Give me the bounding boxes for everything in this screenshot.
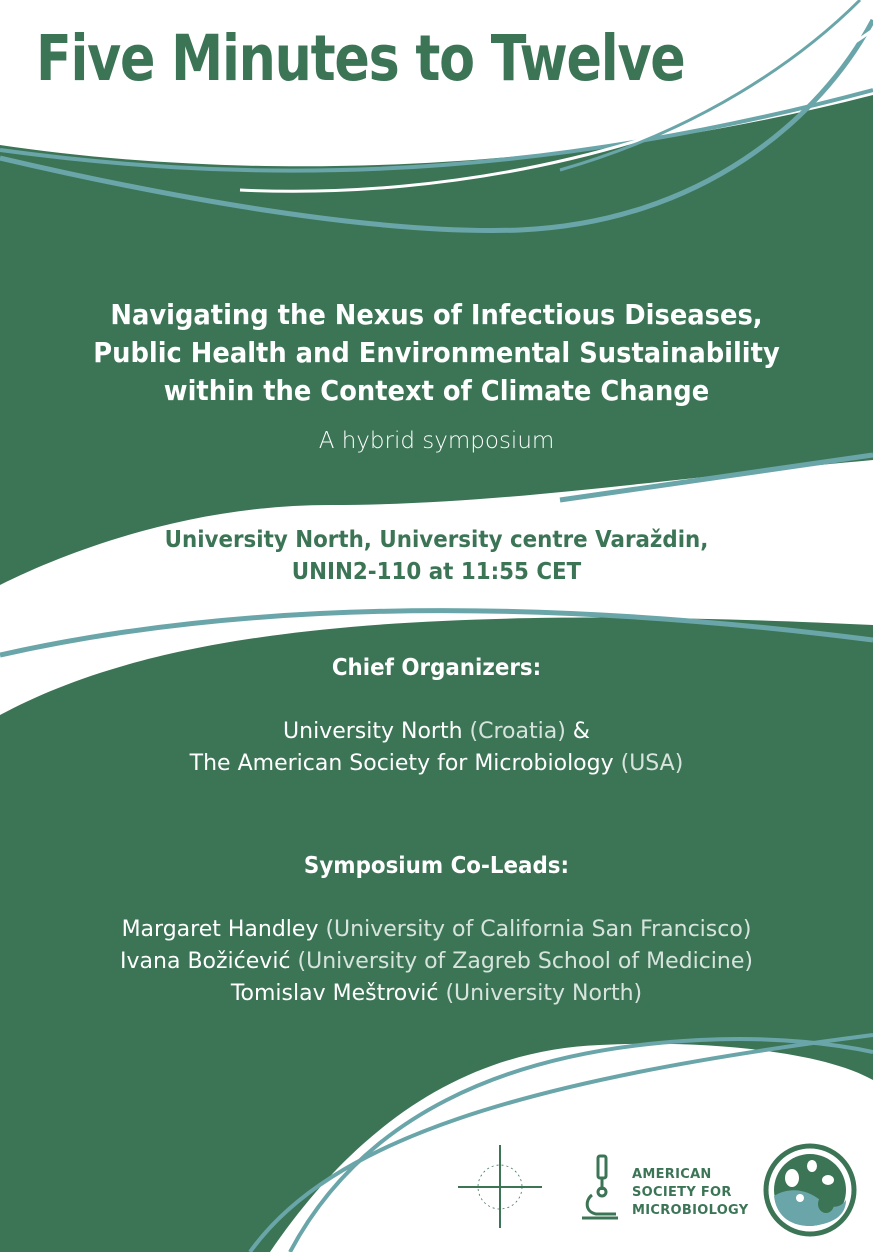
colead-name: Margaret Handley bbox=[121, 917, 319, 942]
colead-name: Ivana Božićević bbox=[120, 949, 291, 974]
petri-dish-logo bbox=[766, 1146, 854, 1234]
organizers-heading: Chief Organizers: bbox=[331, 655, 542, 681]
headline-line-3: within the Context of Climate Change bbox=[163, 374, 710, 407]
asm-logo-text bbox=[632, 1166, 748, 1220]
university-north-cross-logo bbox=[458, 1145, 542, 1228]
microscope-logo bbox=[582, 1156, 618, 1218]
colead-affiliation: (University of Zagreb School of Medicine) bbox=[297, 949, 753, 974]
organizer-name: University North bbox=[283, 719, 463, 744]
colead-affiliation: (University of California San Francisco) bbox=[325, 917, 752, 942]
organizer-name: The American Society for Microbiology bbox=[189, 751, 614, 776]
venue-line-1: University North, University centre Varaždin, bbox=[164, 527, 709, 553]
headline-line-2: Public Health and Environmental Sustainability bbox=[93, 336, 780, 369]
colead-affiliation: (University North) bbox=[445, 981, 643, 1006]
coleads-heading: Symposium Co-Leads: bbox=[303, 853, 570, 879]
asm-line-2: SOCIETY FOR bbox=[632, 1185, 732, 1200]
headline-line-1: Navigating the Nexus of Infectious Diseases, bbox=[110, 298, 763, 331]
asm-line-1: AMERICAN bbox=[632, 1167, 712, 1182]
venue-line-2: UNIN2-110 at 11:55 CET bbox=[291, 559, 582, 585]
organizer-ampersand: & bbox=[572, 719, 590, 744]
organizer-country: (USA) bbox=[620, 751, 684, 776]
organizer-country: (Croatia) bbox=[469, 719, 566, 744]
poster-title: Five Minutes to Twelve bbox=[36, 22, 685, 95]
symposium-subtitle: A hybrid symposium bbox=[318, 428, 555, 454]
asm-line-3: MICROBIOLOGY bbox=[632, 1203, 749, 1218]
colead-name: Tomislav Meštrović bbox=[230, 981, 439, 1006]
